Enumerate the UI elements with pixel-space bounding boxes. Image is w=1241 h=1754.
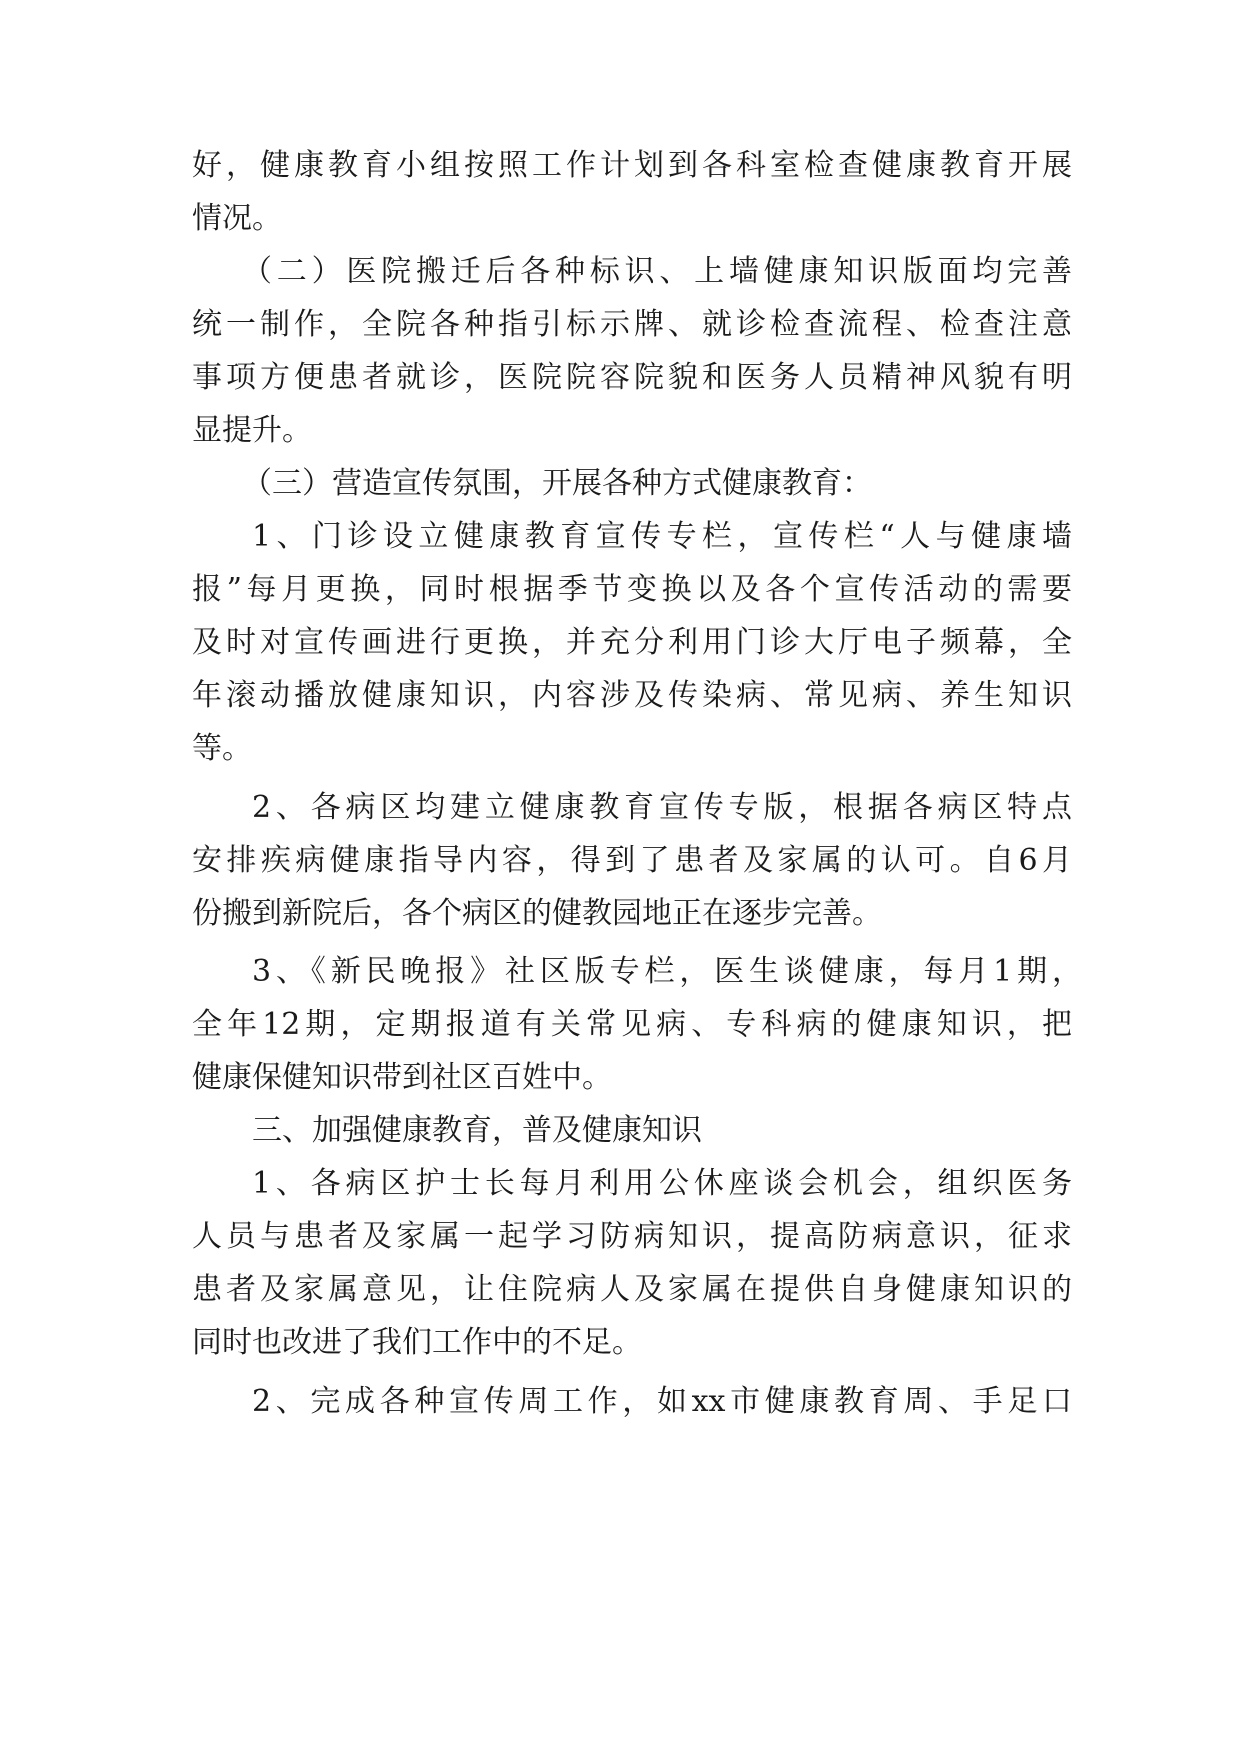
text-line-24: 2、完成各种宣传周工作，如xx市健康教育周、手足口 — [252, 1384, 1072, 1419]
text-line-16: 3、《新民晚报》社区版专栏，医生谈健康，每月1期， — [252, 954, 1082, 989]
text-line-12: 等。 — [192, 731, 252, 766]
text-line-2: 情况。 — [192, 201, 282, 236]
text-line-23: 同时也改进了我们工作中的不足。 — [192, 1325, 642, 1360]
section-heading-three: 三、加强健康教育，普及健康知识 — [252, 1113, 702, 1148]
text-line-9: 报”每月更换，同时根据季节变换以及各个宣传活动的需要 — [192, 572, 1072, 607]
text-line-10: 及时对宣传画进行更换，并充分利用门诊大厅电子频幕，全 — [192, 625, 1072, 660]
text-line-8: 1、门诊设立健康教育宣传专栏，宣传栏“人与健康墙 — [252, 519, 1072, 554]
text-line-13: 2、各病区均建立健康教育宣传专版，根据各病区特点 — [252, 790, 1072, 825]
text-line-21: 人员与患者及家属一起学习防病知识，提高防病意识，征求 — [192, 1219, 1072, 1254]
text-line-1: 好，健康教育小组按照工作计划到各科室检查健康教育开展 — [192, 148, 1072, 183]
text-line-18: 健康保健知识带到社区百姓中。 — [192, 1060, 612, 1095]
text-line-15: 份搬到新院后，各个病区的健教园地正在逐步完善。 — [192, 896, 882, 931]
section-heading-3: （三）营造宣传氛围，开展各种方式健康教育： — [242, 466, 872, 501]
section-heading-2: （二）医院搬迁后各种标识、上墙健康知识版面均完善 — [242, 254, 1072, 289]
text-line-4: 统一制作，全院各种指引标示牌、就诊检查流程、检查注意 — [192, 307, 1072, 342]
text-line-14: 安排疾病健康指导内容，得到了患者及家属的认可。自6月 — [192, 843, 1072, 878]
text-line-11: 年滚动播放健康知识，内容涉及传染病、常见病、养生知识 — [192, 678, 1072, 713]
text-line-22: 患者及家属意见，让住院病人及家属在提供自身健康知识的 — [192, 1272, 1072, 1307]
text-line-6: 显提升。 — [192, 413, 312, 448]
text-line-17: 全年12期，定期报道有关常见病、专科病的健康知识，把 — [192, 1007, 1072, 1042]
text-line-5: 事项方便患者就诊，医院院容院貌和医务人员精神风貌有明 — [192, 360, 1072, 395]
text-line-20: 1、各病区护士长每月利用公休座谈会机会，组织医务 — [252, 1166, 1072, 1201]
